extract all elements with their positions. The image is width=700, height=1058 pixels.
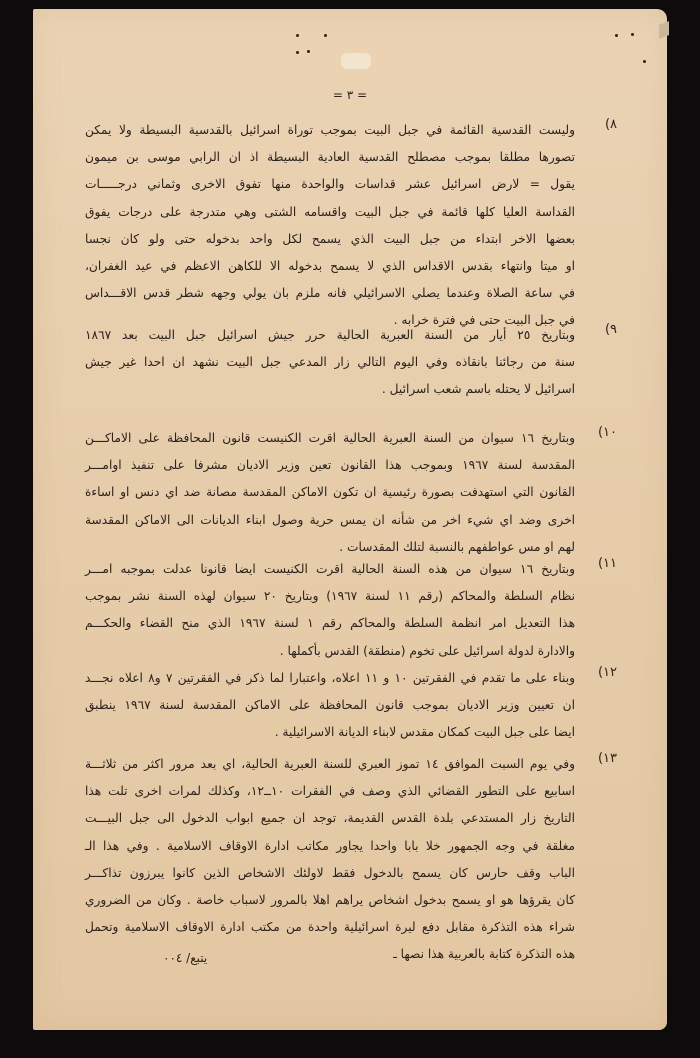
continuation-note: يتبع/ ٠٠٤ [163,951,208,965]
punch-hole [643,60,646,63]
paragraph-text [85,751,575,969]
text-line: وبتاريخ ٢٥ أيار من السنة العبرية الحالية حرر جيش اسرائيل جبل البيت بعد ١٨٦٧ [85,328,576,342]
paragraph-text [85,117,575,335]
paragraph-12 [85,665,617,747]
text-line: اسرائيل لا يحتله باسم شعب اسرائيل . [381,382,575,397]
text-line: وبتاريخ ١٦ سيوان من هذه السنة الحالية اقرت الكنيست ايضا قانونا عدلت بموجبه امـــر [85,562,575,576]
paragraph-text [85,425,575,561]
text-line: يقول = لارض اسرائيل عشر قداسات والواحدة منها تفوق الاخرى وثماني درجـــــات [85,177,575,192]
text-line: وفي يوم السبت الموافق ١٤ تموز العبري للسنة العبرية الحالية، اي بعد مرور اكثر من ثلاثـــة [85,757,575,771]
text-line: ان تعيين وزير الاديان بموجب قانون المحافظة على الاماكن المقدسة لسنة ١٩٦٧ ينطبق [85,698,575,713]
text-line: القداسة العليا كلها قائمة في جبل البيت واقسامه الشتى وهي متدرجة على درجات يفوق [85,204,575,219]
paragraph-number: ٩) [604,322,617,337]
folded-corner [659,21,669,39]
paragraph-number: ١٠) [597,425,617,440]
punch-hole [615,34,618,37]
text-line: اخرى وضد اي شيء اخر من شأنه ان يمس حرية وصول ابناء الديانات الى الاماكن المقدسة [85,512,575,527]
text-line: في جبل البيت حتى في فترة خرابه . [393,313,575,328]
text-line: والادارة لدولة اسرائيل على تخوم (منطقة) القدس بأكملها . [279,643,575,658]
document-page [33,9,667,1030]
punch-hole [296,34,299,37]
text-line: مغلقة في وجه الجمهور خلا بابا واحدا يجاور مكاتب ادارة الاوقاف الاسلامية . وفي هذا الـ [85,838,575,853]
paragraph-text [85,665,575,747]
text-line: في ساعة الصلاة وعندما يصلي الاسرائيلي فانه ملزم بان يولي وجهه شطر قدس الاقـــداس [85,286,575,301]
text-line: اسابيع على التطور القضائي الذي وصف في الفقرات ١٠ــ١٢، وكذلك لمرات اخرى تلت هذا [85,784,575,799]
page-number: = ٣ = [332,88,368,102]
text-line: شراء هذه التذكرة مقابل دفع ليرة اسرائيلية واحدة من مكتب ادارة الاوقاف الاسلامية وتحمل [85,920,575,935]
text-line: سنة من رجائنا بانقاذه وفي اليوم التالي زار المدعي جبل البيت نشهد ان احدا غير جيش [85,355,575,370]
punch-hole [631,33,634,36]
text-line: التاريخ زار المستدعي بلدة القدس القديمة، توجد ان جميع ابواب الدخول الى جبل البيـــت [85,811,575,826]
paragraph-text [85,556,575,665]
text-line: القانون التي استهدفت بصورة رئيسية ان تكون الاماكن المقدسة مصانة ضد اي دنس او اساءة [85,485,575,500]
paragraph-8 [85,117,617,335]
text-line: الباب وقف حارس كان يسمح بالدخول فقط لاولئك الاشخاص الذين كانوا يبرزون تذاكـــر [85,865,575,880]
text-line: كان يقرؤها هو او يسمح بدخول اشخاص يراهم اهلا بالمرور لاسباب خاصة . وكان من الضروري [85,892,575,907]
paragraph-number: ١١) [597,556,617,571]
paragraph-9 [85,322,617,404]
text-line: وليست القدسية القائمة في جبل البيت بموجب توراة اسرائيل بالقدسية البسيطة ولا يمكن [85,123,575,137]
paragraph-number: ٨) [604,117,617,132]
punch-hole [296,51,299,54]
punch-hole [307,50,310,53]
text-line: نظام السلطة والمحاكم (رقم ١١ لسنة ١٩٦٧) وبتاريخ ٢٠ سيوان لهذه السنة نشر بموجب [85,589,575,604]
paragraph-number: ١٢) [597,665,617,680]
paragraph-text [85,322,575,404]
text-line: او ميتا وانتهاء بقدس الاقداس الذي لا يسمح بدخوله الا للكاهن الاعظم في عيد الغفران، [85,258,575,273]
text-line: تصورها مطلقا بموجب مصطلح القدسية العادية البسيطة اذ ان الرابي موسى بن ميمون [85,150,575,165]
paragraph-number: ١٣) [597,751,617,766]
paragraph-13 [85,751,617,969]
punch-hole [324,34,327,37]
paragraph-11 [85,556,617,665]
text-line: هذا التعديل امر انظمة السلطة والمحاكم رقم ١ لسنة ١٩٦٧ الذي منح القضاء والحكـــم [85,616,576,631]
paper-smudge [341,53,371,69]
text-line: لهم او مس عواطفهم بالنسبة لتلك المقدسات . [339,539,575,554]
text-line: ايضا على جبل البيت كمكان مقدس لابناء الديانة الاسرائيلية . [274,725,575,740]
text-line: المقدسة لسنة ١٩٦٧ وبموجب هذا القانون تعين وزير الاديان مشرفا على تنفيذ اوامـــر [85,458,575,473]
text-line: هذه التذكرة كتابة بالعربية هذا نصها ـ [393,947,575,962]
paragraph-10 [85,425,617,561]
text-line: وبتاريخ ١٦ سيوان من السنة العبرية الحالية اقرت الكنيست قانون المحافظة على الاماكـــن [85,431,576,445]
text-line: وبناء على ما تقدم في الفقرتين ١٠ و ١١ اعلاه، واعتبارا لما ذكر في الفقرتين ٧ و٨ اعلاه نجـــد [85,671,575,685]
text-line: بعضها الاخر ابتداء من جبل البيت الذي يسمح لكل واحد بدخوله حتى ولو كان نجسا [85,231,575,246]
